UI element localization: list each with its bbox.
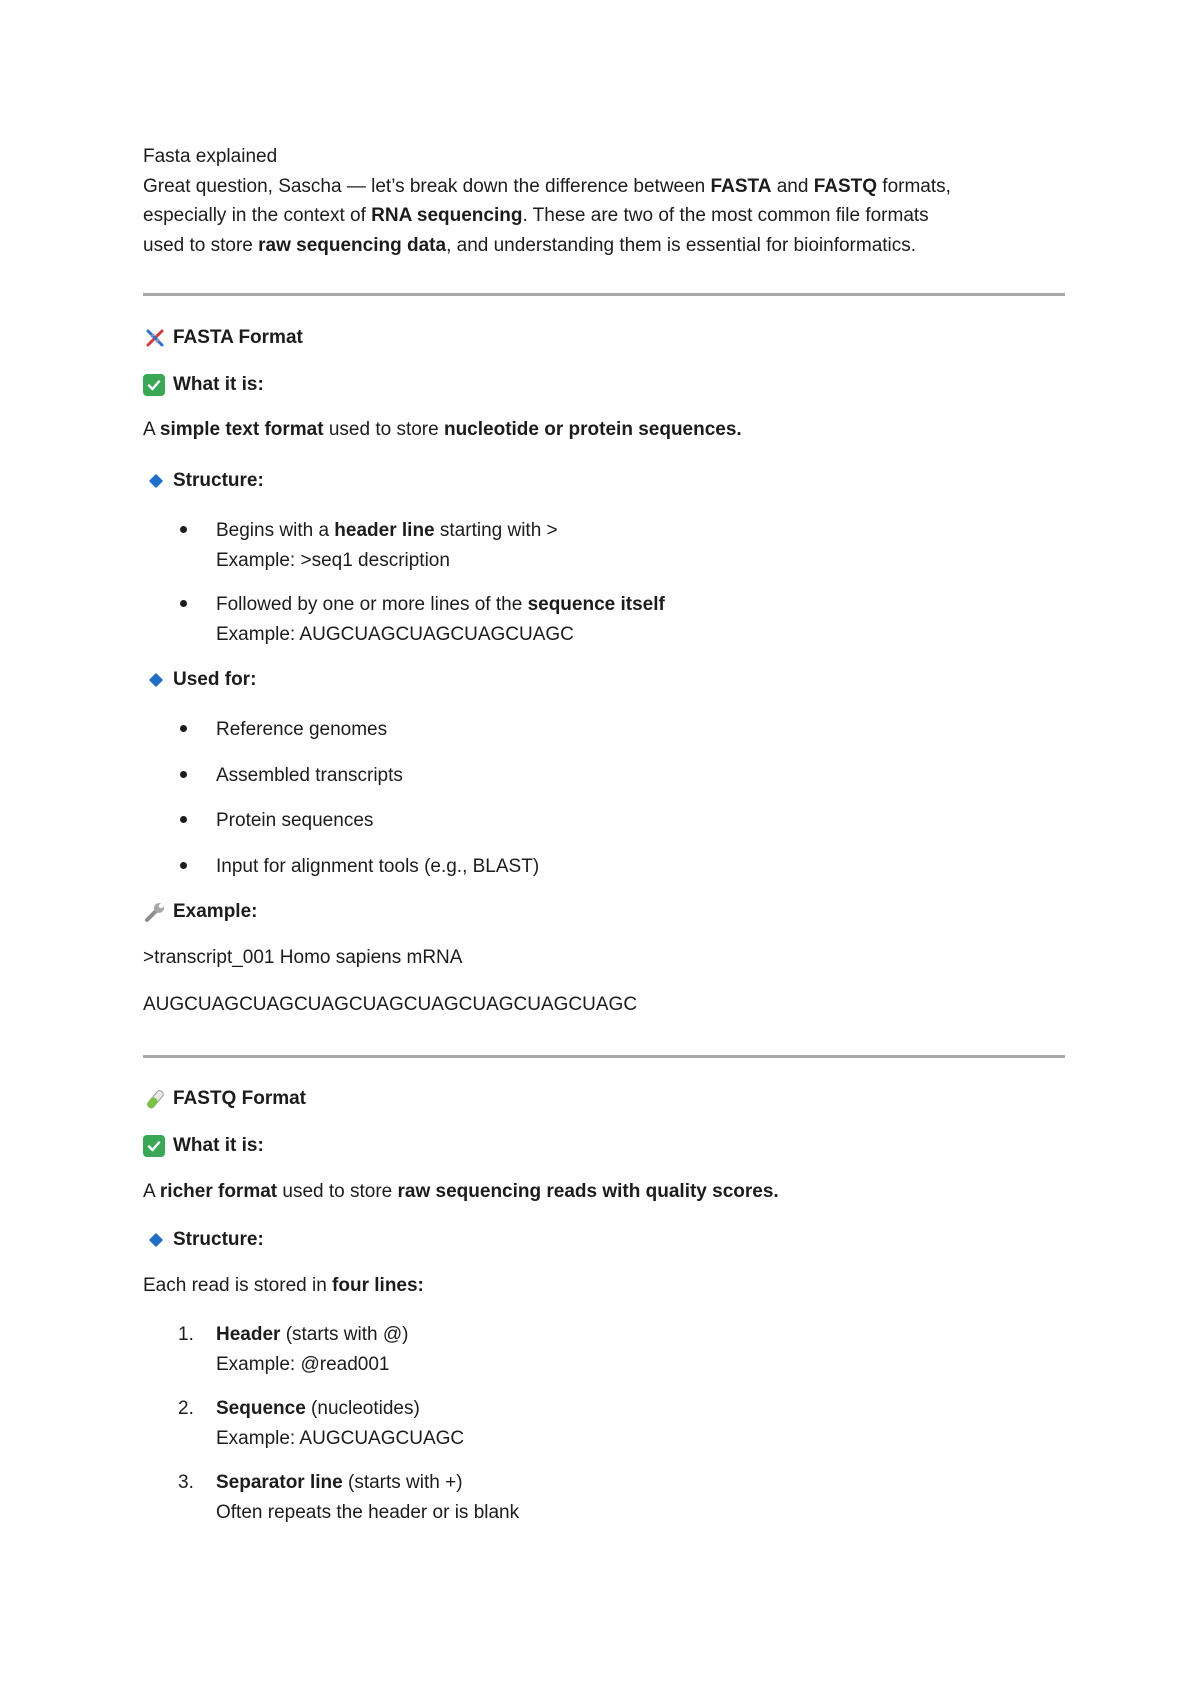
section-divider	[143, 293, 1065, 296]
blue-diamond-icon	[149, 673, 163, 687]
check-mark-icon	[143, 1135, 165, 1157]
bullet-icon	[180, 816, 187, 823]
wrench-icon	[143, 900, 173, 924]
fastq-structure-heading: Structure:	[143, 1229, 264, 1251]
bullet-icon	[180, 771, 187, 778]
fastq-what-heading: What it is:	[143, 1135, 264, 1157]
fastq-description: A richer format used to store raw sequencing reads with quality scores.	[143, 1181, 779, 1202]
fastq-heading: FASTQ Format	[143, 1087, 306, 1111]
bullet-icon	[180, 862, 187, 869]
section-divider	[143, 1055, 1065, 1058]
fasta-description: A simple text format used to store nucleotide or protein sequences.	[143, 419, 742, 440]
fasta-used-heading: Used for:	[143, 669, 256, 691]
check-mark-icon	[143, 374, 165, 396]
intro-paragraph: Great question, Sascha — let’s break down the difference between FASTA and FASTQ formats, especially in the context of RNA sequencing. These are two of the most common file formats used to store raw sequencing data, and understanding them is essential for bioinformatics.	[143, 175, 951, 256]
blue-diamond-icon	[149, 474, 163, 488]
fasta-example-line: AUGCUAGCUAGCUAGCUAGCUAGCUAGCUAGCUAGC	[143, 994, 638, 1015]
fasta-structure-heading: Structure:	[143, 470, 264, 492]
document-title: Fasta explained	[143, 146, 278, 167]
fasta-what-heading: What it is:	[143, 374, 264, 396]
dna-icon	[143, 326, 173, 350]
fasta-example-line: >transcript_001 Homo sapiens mRNA	[143, 947, 463, 968]
bullet-icon	[180, 725, 187, 732]
fasta-example-heading: Example:	[143, 900, 257, 924]
fastq-lines-text: Each read is stored in four lines:	[143, 1275, 424, 1296]
fasta-heading: FASTA Format	[143, 326, 303, 350]
bullet-icon	[180, 600, 187, 607]
blue-diamond-icon	[149, 1233, 163, 1247]
document-intro	[143, 142, 1063, 260]
bullet-icon	[180, 526, 187, 533]
test-tube-icon	[143, 1087, 173, 1111]
